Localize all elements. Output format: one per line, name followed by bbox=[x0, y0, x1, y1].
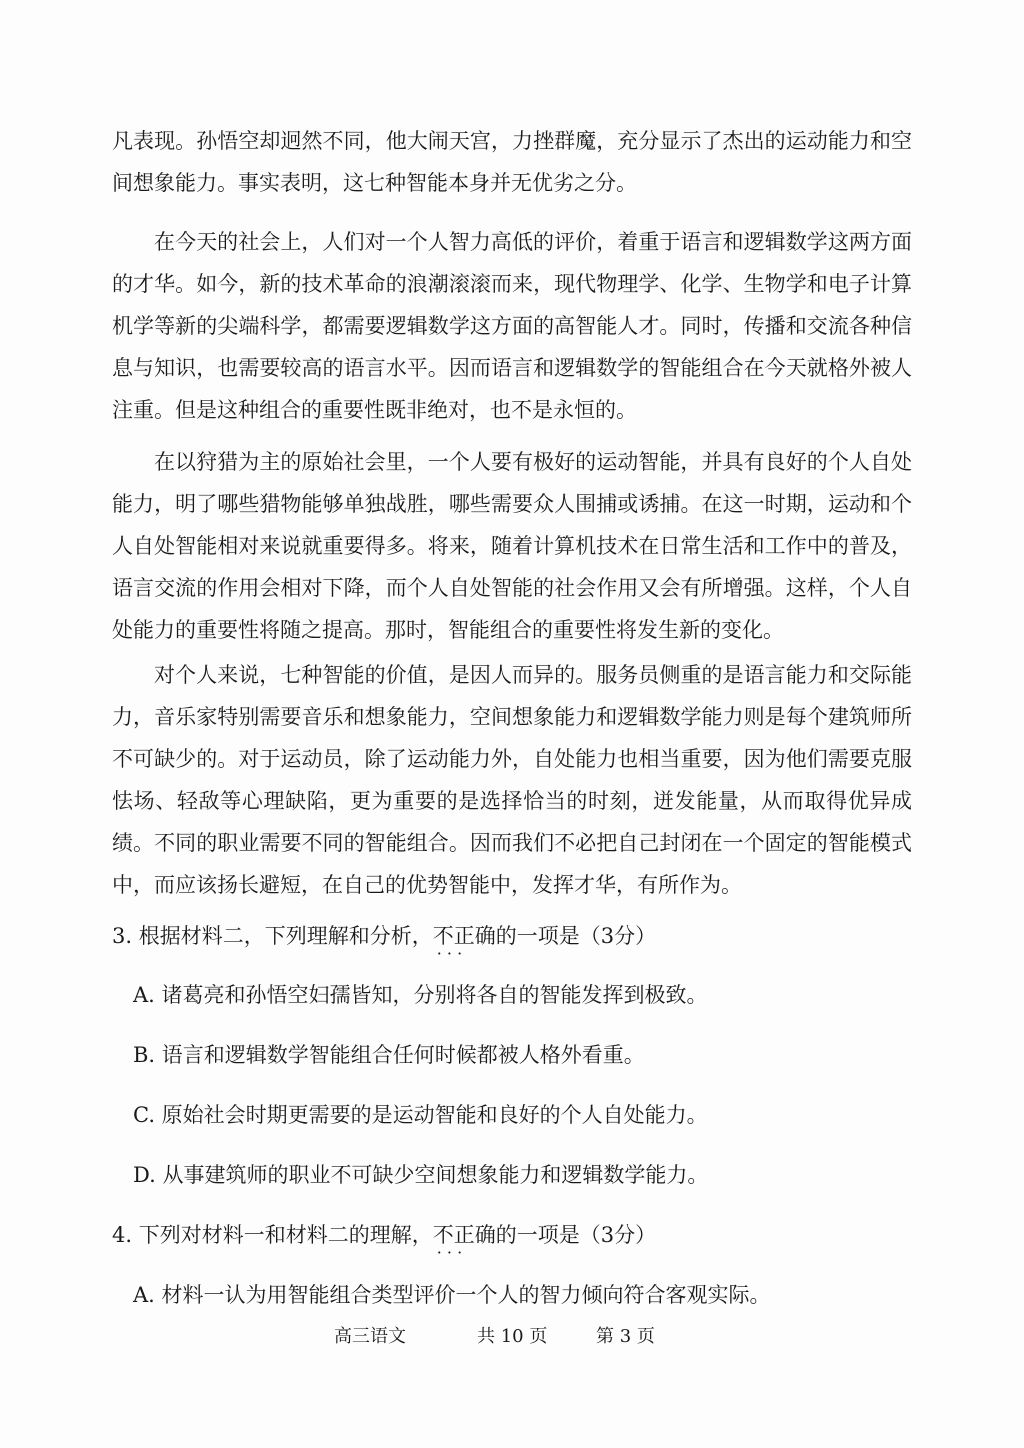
question-suffix: 的一项是（3分） bbox=[495, 924, 657, 948]
emphasis-marked-text: 不正确 · · · bbox=[433, 1223, 496, 1247]
paragraph-text: 凡表现。孙悟空却迥然不同，他大闹天宫，力挫群魔，充分显示了杰出的运动能力和空间想象能力。事实表明，这七种智能本身并无优劣之分。 bbox=[112, 129, 912, 195]
question-3-stem bbox=[112, 918, 912, 954]
paragraph-text: 在今天的社会上，人们对一个人智力高低的评价，着重于语言和逻辑数学这两方面的才华。如今，新的技术革命的浪潮滚滚而来，现代物理学、化学、生物学和电子计算机学等新的尖端科学，都需要逻辑数学这方面的高智能人才。同时，传播和交流各种信息与知识，也需要较高的语言水平。因而语言和逻辑数学的智能组合在今天就格外被人注重。但是这种组合的重要性既非绝对，也不是永恒的。 bbox=[112, 230, 912, 422]
emphasis-marked-text: 不正确 · · · bbox=[433, 924, 496, 948]
passage-paragraph-3 bbox=[112, 441, 912, 651]
footer-subject: 高三语文 bbox=[334, 1326, 406, 1347]
question-3-option-d: D. 从事建筑师的职业不可缺少空间想象能力和逻辑数学能力。 bbox=[133, 1163, 709, 1187]
paragraph-text: 对个人来说，七种智能的价值，是因人而异的。服务员侧重的是语言能力和交际能力，音乐家特别需要音乐和想象能力，空间想象能力和逻辑数学能力则是每个建筑师所不可缺少的。对于运动员，除了运动能力外，自处能力也相当重要，因为他们需要克服怯场、轻敌等心理缺陷，更为重要的是选择恰当的时刻，迸发能量，从而取得优异成绩。不同的职业需要不同的智能组合。因而我们不必把自己封闭在一个固定的智能模式中，而应该扬长避短，在自己的优势智能中，发挥才华，有所作为。 bbox=[112, 663, 912, 897]
footer-total-pages: 共 10 页 bbox=[477, 1326, 548, 1347]
question-prefix: 4. 下列对材料一和材料二的理解， bbox=[112, 1223, 433, 1247]
passage-paragraph-4 bbox=[112, 654, 912, 906]
question-prefix: 3. 根据材料二，下列理解和分析， bbox=[112, 924, 433, 948]
question-4-option-a: A. 材料一认为用智能组合类型评价一个人的智力倾向符合客观实际。 bbox=[133, 1283, 771, 1307]
question-3-option-c: C. 原始社会时期更需要的是运动智能和良好的个人自处能力。 bbox=[133, 1103, 708, 1127]
passage-paragraph-2 bbox=[112, 221, 912, 431]
footer-page-number: 第 3 页 bbox=[596, 1326, 655, 1347]
question-3-option-b: B. 语言和逻辑数学智能组合任何时候都被人格外看重。 bbox=[133, 1043, 645, 1067]
question-suffix: 的一项是（3分） bbox=[495, 1223, 657, 1247]
question-3-option-a: A. 诸葛亮和孙悟空妇孺皆知，分别将各自的智能发挥到极致。 bbox=[133, 983, 708, 1007]
page-footer bbox=[0, 1322, 1024, 1352]
passage-paragraph-1 bbox=[112, 120, 912, 204]
paragraph-text: 在以狩猎为主的原始社会里，一个人要有极好的运动智能，并具有良好的个人自处能力，明了哪些猎物能够单独战胜，哪些需要众人围捕或诱捕。在这一时期，运动和个人自处智能相对来说就重要得多。将来，随着计算机技术在日常生活和工作中的普及，语言交流的作用会相对下降，而个人自处智能的社会作用又会有所增强。这样，个人自处能力的重要性将随之提高。那时，智能组合的重要性将发生新的变化。 bbox=[112, 450, 912, 642]
question-4-stem bbox=[112, 1217, 912, 1253]
